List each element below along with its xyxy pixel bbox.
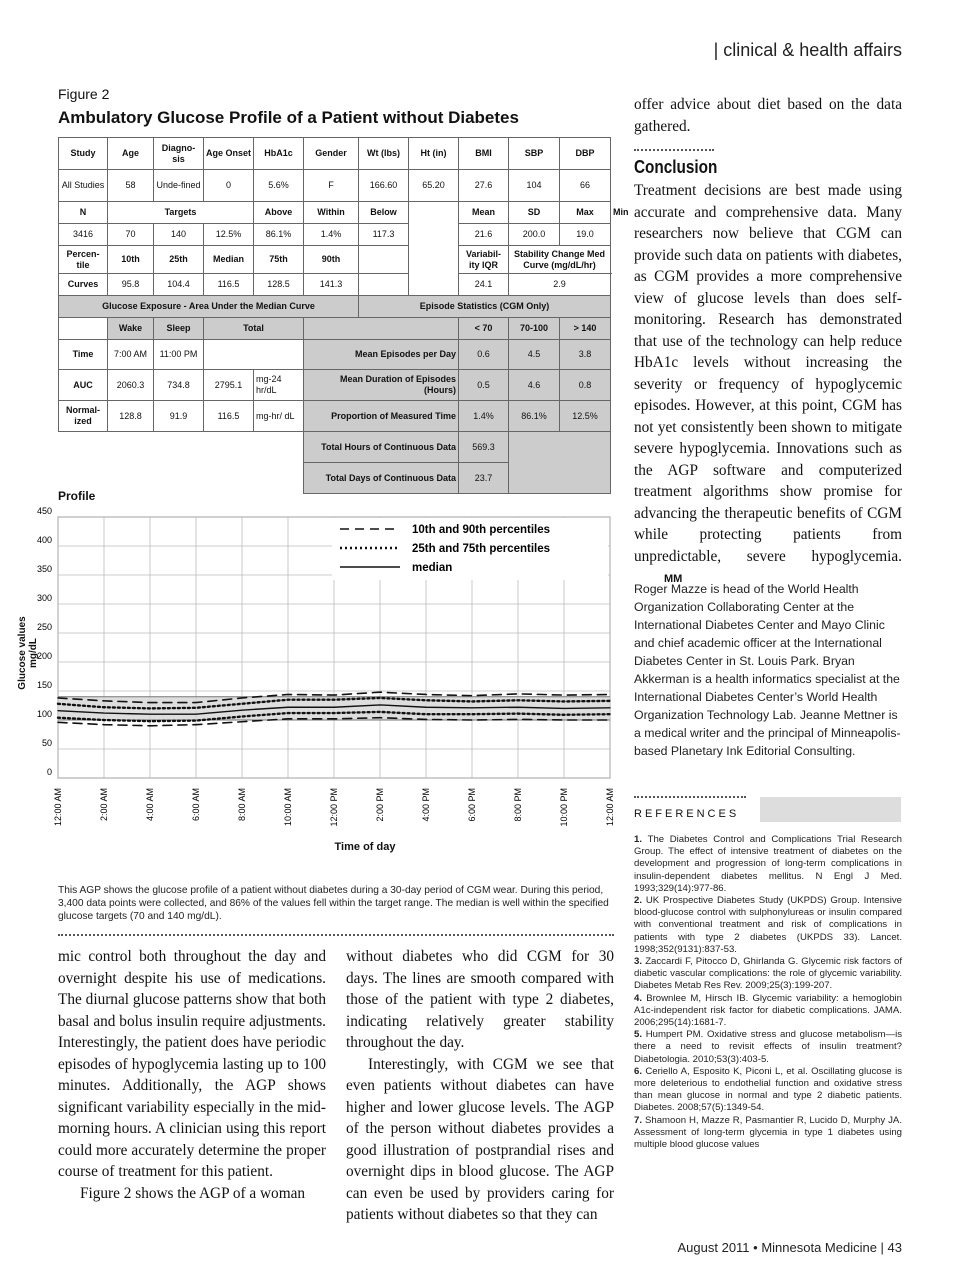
th-exposure: Glucose Exposure - Area Under the Median Curve <box>59 296 359 318</box>
blank-cell <box>59 318 108 340</box>
reference-text: Brownlee M, Hirsch IB. Glycemic variability: a hemoglobin A1c-independent risk factor for diabetic complications. JAMA. 2006;295(14):1681-7. <box>634 992 903 1029</box>
divider <box>58 934 614 936</box>
cell-target-high: 140 <box>154 224 204 246</box>
th-normalized: Normal-ized <box>59 401 108 432</box>
cell-dbp: 66 <box>560 170 611 202</box>
reference-item <box>634 1066 902 1115</box>
cell-stability: 2.9 <box>509 274 611 296</box>
blank-cell <box>204 340 304 370</box>
th-n: N <box>59 202 108 224</box>
x-tick-label: 12:00 AM <box>605 788 615 827</box>
divider <box>634 149 714 151</box>
y-tick-label: 50 <box>41 738 52 748</box>
reference-item <box>634 1029 902 1066</box>
cell-auc-total: 2795.1 <box>204 370 254 401</box>
th-proportion: Proportion of Measured Time <box>304 401 459 432</box>
cell-norm-total: 116.5 <box>204 401 254 432</box>
figure-label: Figure 2 <box>58 86 110 102</box>
legend-label: median <box>412 562 453 574</box>
reference-text: Zaccardi F, Pitocco D, Ghirlanda G. Glycemic risk factors of diabetic vascular complications: the role of glycemic variability. Diabetes Metab Res Rev. 2009;25(3):199-207. <box>634 956 902 992</box>
reference-number: 3. <box>634 956 646 968</box>
blank-cell <box>509 432 611 494</box>
th-mean-episodes: Mean Episodes per Day <box>304 340 459 370</box>
cell-target-low: 70 <box>108 224 154 246</box>
blank-cell <box>409 202 459 296</box>
page-footer: August 2011 • Minnesota Medicine | 43 <box>677 1240 902 1255</box>
cell-gender: F <box>304 170 359 202</box>
x-axis-label: Time of day <box>334 841 396 853</box>
author-bio: Roger Mazze is head of the World Health Organization Collaborating Center at the International Diabetes Center and Mayo Clinic and chief academic officer at the International Diabetes Center in St. Louis Park. Bryan Akkerman is a health informatics specialist at the International Diabetes Center’s World Health Organization Technology Lab. Jeanne Mettner is a medical writer and the principal of Minneapolis-based Planetary Ink Editorial Consulting. <box>634 582 901 758</box>
cell-curve-median: 116.5 <box>204 274 254 296</box>
paragraph: mic control both throughout the day and overnight despite his use of medications. The diurnal glucose patterns show that both basal and bolus insulin require adjustments. Interestingly, the patient does have periodic episodes of hypoglycemia lasting up to 100 minutes. Additionally, the AGP shows significant variability especially in the mid-morning hours. A clinician using this report could more accurately determine the proper course of treatment for this patient. <box>58 948 326 1180</box>
cell-duration-lt70: 0.5 <box>459 370 509 401</box>
profile-label: Profile <box>58 489 96 503</box>
cell-proportion-gt140: 12.5% <box>560 401 611 432</box>
blank-cell <box>59 432 304 494</box>
th-curves: Curves <box>59 274 108 296</box>
x-tick-label: 2:00 AM <box>99 788 109 822</box>
th-time: Time <box>59 340 108 370</box>
x-tick-label: 8:00 PM <box>513 788 523 822</box>
th-gt140: > 140 <box>560 318 611 340</box>
conclusion-text <box>634 180 902 591</box>
th-p75: 75th <box>254 246 304 274</box>
x-tick-label: 12:00 AM <box>53 788 63 827</box>
y-tick-label: 200 <box>36 651 52 661</box>
y-tick-label: 350 <box>36 564 52 574</box>
th-sd: SD <box>509 202 560 224</box>
th-gender: Gender <box>304 138 359 170</box>
legend-label: 25th and 75th percentiles <box>412 543 551 555</box>
left-column <box>58 946 326 1204</box>
cell-proportion-lt70: 1.4% <box>459 401 509 432</box>
reference-item <box>634 895 902 956</box>
th-total: Total <box>204 318 304 340</box>
cell-iqr: 24.1 <box>459 274 509 296</box>
cell-age-onset: 0 <box>204 170 254 202</box>
th-targets: Targets <box>108 202 254 224</box>
th-bmi: BMI <box>459 138 509 170</box>
y-axis-label: Glucose values mg/dL <box>17 616 39 690</box>
right-intro: offer advice about diet based on the data gathered. <box>634 96 902 135</box>
th-max: Max <box>560 202 611 224</box>
section-header: | clinical & health affairs <box>713 40 902 60</box>
th-auc: AUC <box>59 370 108 401</box>
reference-number: 6. <box>634 1065 646 1077</box>
cell-below: 1.4% <box>304 224 359 246</box>
x-tick-label: 6:00 PM <box>467 788 477 822</box>
references-heading: REFERENCES <box>634 808 740 820</box>
th-sleep: Sleep <box>154 318 204 340</box>
cell-episodes-lt70: 0.6 <box>459 340 509 370</box>
figure-title: Ambulatory Glucose Profile of a Patient without Diabetes <box>58 108 519 127</box>
y-tick-label: 250 <box>36 622 52 632</box>
blank-cell <box>304 318 459 340</box>
x-tick-label: 10:00 PM <box>559 788 569 827</box>
th-mean-duration: Mean Duration of Episodes (Hours) <box>304 370 459 401</box>
th-hba1c: HbA1c <box>254 138 304 170</box>
th-above: Above <box>254 202 304 224</box>
reference-number: 1. <box>634 834 648 845</box>
signoff: MM <box>664 573 683 585</box>
cell-proportion-70-100: 86.1% <box>509 401 560 432</box>
conclusion-heading: Conclusion <box>634 157 718 177</box>
cell-sd: 21.6 <box>459 224 509 246</box>
cell-curve-p90: 141.3 <box>304 274 359 296</box>
reference-text: Ceriello A, Esposito K, Piconi L, et al. Oscillating glucose is more deleterious to endothelial function and oxidative stress than mean glucose in normal and type 2 diabetic patients. Diabetes. 2008;57(5):1349-54. <box>634 1065 902 1114</box>
reference-number: 2. <box>634 895 646 907</box>
th-ht: Ht (in) <box>409 138 459 170</box>
th-age: Age <box>108 138 154 170</box>
reference-item <box>634 993 902 1030</box>
cell-norm-sleep: 91.9 <box>154 401 204 432</box>
divider <box>634 796 746 798</box>
cell-duration-gt140: 0.8 <box>560 370 611 401</box>
th-within: Within <box>304 202 359 224</box>
cell-bmi: 27.6 <box>459 170 509 202</box>
th-iqr: Variabil-ity IQR <box>459 246 509 274</box>
cell-within: 86.1% <box>254 224 304 246</box>
cell-auc-unit: mg-24 hr/dL <box>254 370 304 401</box>
th-wt: Wt (lbs) <box>359 138 409 170</box>
reference-item <box>634 1115 902 1152</box>
y-tick-label: 100 <box>36 709 52 719</box>
cell-duration-70-100: 4.6 <box>509 370 560 401</box>
reference-text: UK Prospective Diabetes Study (UKPDS) Group. Intensive blood-glucose control with sulphonylureas or insulin compared with conventional treatment and risk of complications in patients with type 2 diabetes (UKPDS 33). Lancet. 1998;352(9131):837-53. <box>634 895 902 955</box>
th-total-hours: Total Hours of Continuous Data <box>304 432 459 463</box>
cell-min: 19.0 <box>560 224 611 246</box>
cell-max: 200.0 <box>509 224 560 246</box>
cell-study: All Studies <box>59 170 108 202</box>
cell-above: 12.5% <box>204 224 254 246</box>
reference-number: 4. <box>634 992 647 1004</box>
th-age-onset: Age Onset <box>204 138 254 170</box>
th-below: Below <box>359 202 409 224</box>
y-tick-label: 300 <box>36 593 52 603</box>
paragraph: without diabetes who did CGM for 30 days. The lines are smooth compared with those of the patient with type 2 diabetes, indicating relatively greater stability throughout the day. <box>346 948 614 1051</box>
th-lt70: < 70 <box>459 318 509 340</box>
x-tick-label: 8:00 AM <box>237 788 247 822</box>
reference-text: Humpert PM. Oxidative stress and glucose metabolism—is there a need to revisit effects of insulin treatment? Diabetologia. 2010;53(3):403-5. <box>634 1029 903 1065</box>
x-tick-label: 4:00 AM <box>145 788 155 822</box>
x-tick-label: 2:00 PM <box>375 788 385 822</box>
th-70-100: 70-100 <box>509 318 560 340</box>
cell-norm-wake: 128.8 <box>108 401 154 432</box>
cell-time-sleep: 11:00 PM <box>154 340 204 370</box>
x-tick-label: 4:00 PM <box>421 788 431 822</box>
cell-episodes-70-100: 4.5 <box>509 340 560 370</box>
x-tick-label: 6:00 AM <box>191 788 201 822</box>
th-wake: Wake <box>108 318 154 340</box>
reference-number: 7. <box>634 1114 645 1126</box>
cell-total-days: 23.7 <box>459 463 509 494</box>
reference-item <box>634 834 902 895</box>
paragraph: Figure 2 shows the AGP of a woman <box>80 1184 306 1202</box>
cell-norm-unit: mg-hr/ dL <box>254 401 304 432</box>
reference-number: 5. <box>634 1029 646 1041</box>
th-percentile: Percen-tile <box>59 246 108 274</box>
cell-sbp: 104 <box>509 170 560 202</box>
y-tick-label: 150 <box>36 680 52 690</box>
th-study: Study <box>59 138 108 170</box>
references-list <box>634 834 902 1151</box>
cell-curve-p75: 128.5 <box>254 274 304 296</box>
th-p25: 25th <box>154 246 204 274</box>
cell-auc-wake: 2060.3 <box>108 370 154 401</box>
th-total-days: Total Days of Continuous Data <box>304 463 459 494</box>
cell-ht: 65.20 <box>409 170 459 202</box>
cell-mean: 117.3 <box>359 224 409 246</box>
cell-episodes-gt140: 3.8 <box>560 340 611 370</box>
th-dbp: DBP <box>560 138 611 170</box>
figure-caption: This AGP shows the glucose profile of a patient without diabetes during a 30-day period of CGM wear. During this period, 3,400 data points were collected, and 86% of the values fell within the target range. The median is well within the specified glucose targets (70 and 140 mg/dL). <box>58 885 609 922</box>
reference-text: Shamoon H, Mazze R, Pasmantier R, Lucido D, Murphy JA. Assessment of long-term glycemia in type 1 diabetes using multiple blood glucose values <box>634 1114 902 1151</box>
cell-n: 3416 <box>59 224 108 246</box>
reference-item <box>634 956 902 993</box>
conclusion-body: Treatment decisions are best made using accurate and comprehensive data. Many researchers now believe that CGM can provide such data on patients with diabetes, as CGM provides a more comprehensive view of glucose levels than does self-monitoring. Research has demonstrated that use of the technology can help reduce HbA1c levels without increasing the severity or frequency of hypoglycemic episodes. However, at this point, CGM has not yet consistently been shown to mitigate severe hypoglycemia. Innovations such as the AGP software and computerized treatment algorithms show promise for advancing the therapeutic benefits of CGM while protecting patients from unpredictable, severe hypoglycemia. <box>634 182 902 565</box>
y-tick-label: 0 <box>46 767 52 777</box>
th-p10: 10th <box>108 246 154 274</box>
cell-total-hours: 569.3 <box>459 432 509 463</box>
references-bar <box>760 797 901 822</box>
blank-cell <box>359 274 409 296</box>
th-sbp: SBP <box>509 138 560 170</box>
cell-auc-sleep: 734.8 <box>154 370 204 401</box>
y-tick-label: 450 <box>36 506 52 516</box>
th-episodes: Episode Statistics (CGM Only) <box>359 296 611 318</box>
cell-age: 58 <box>108 170 154 202</box>
blank-cell <box>359 246 409 274</box>
cell-curve-p10: 95.8 <box>108 274 154 296</box>
cell-wt: 166.60 <box>359 170 409 202</box>
x-tick-label: 10:00 AM <box>283 788 293 827</box>
legend-label: 10th and 90th percentiles <box>412 524 551 536</box>
cell-hba1c: 5.6% <box>254 170 304 202</box>
th-median: Median <box>204 246 254 274</box>
th-p90: 90th <box>304 246 359 274</box>
y-tick-label: 400 <box>36 535 52 545</box>
th-mean: Mean <box>459 202 509 224</box>
th-diagnosis: Diagno-sis <box>154 138 204 170</box>
cell-curve-p25: 104.4 <box>154 274 204 296</box>
agp-chart <box>0 505 620 840</box>
paragraph: Interestingly, with CGM we see that even patients without diabetes can have higher and lower glucose levels. The AGP of the person without diabetes provides a good illustration of postprandial rises and overnight dips in blood glucose. The AGP can even be used by providers caring for patients without diabetes so that they can <box>346 1055 614 1223</box>
middle-column <box>346 946 614 1226</box>
x-tick-label: 12:00 PM <box>329 788 339 827</box>
th-stability: Stability Change Med Curve (mg/dL/hr) <box>509 246 611 274</box>
reference-text: The Diabetes Control and Complications Trial Research Group. The effect of intensive treatment of diabetes on the development and progression of long-term complications in insulin-dependent diabetes mellitus. N Engl J Med. 1993;329(14):977-86. <box>634 834 902 894</box>
cell-diagnosis: Unde-fined <box>154 170 204 202</box>
cell-time-wake: 7:00 AM <box>108 340 154 370</box>
patient-data-table: Study Age Diagno-sis Age Onset HbA1c Gender Wt (lbs) Ht (in) BMI SBP DBP All Studies 58 Unde-fined 0 5.6% F 166.60 65.20 27.6 104 66 N Targets Above Within Below Mean SD Max Min 3416 70 140 12.5% 86.1% 1.4% 117.3 21.6 200.0 19.0 Percen-tile 10th 25th Median 75th 90th Variabil-ity IQR Stability Change Med Curve (mg/dL/hr) Curves 95.8 104.4 116.5 128.5 141.3 24.1 2.9 Glucose Exposure - Area Under the Median Curve Episode Statistics (CGM Only) Wake Sleep Total < 70 70-100 > 140 Time 7:00 AM 11:00 PM Mean Episodes per Day 0.6 4.5 3.8 AUC 2060.3 734.8 2795.1 mg-24 hr/dL Mean Duration of Episodes (Hours) 0.5 4.6 0.8 Normal-ized 128.8 91.9 116.5 mg-hr/ dL Proportion of Measured Time 1.4% 86.1% 12.5% Total Hours of Continuous Data 569.3 Total Days of Continuous Data 23.7 <box>58 137 611 494</box>
